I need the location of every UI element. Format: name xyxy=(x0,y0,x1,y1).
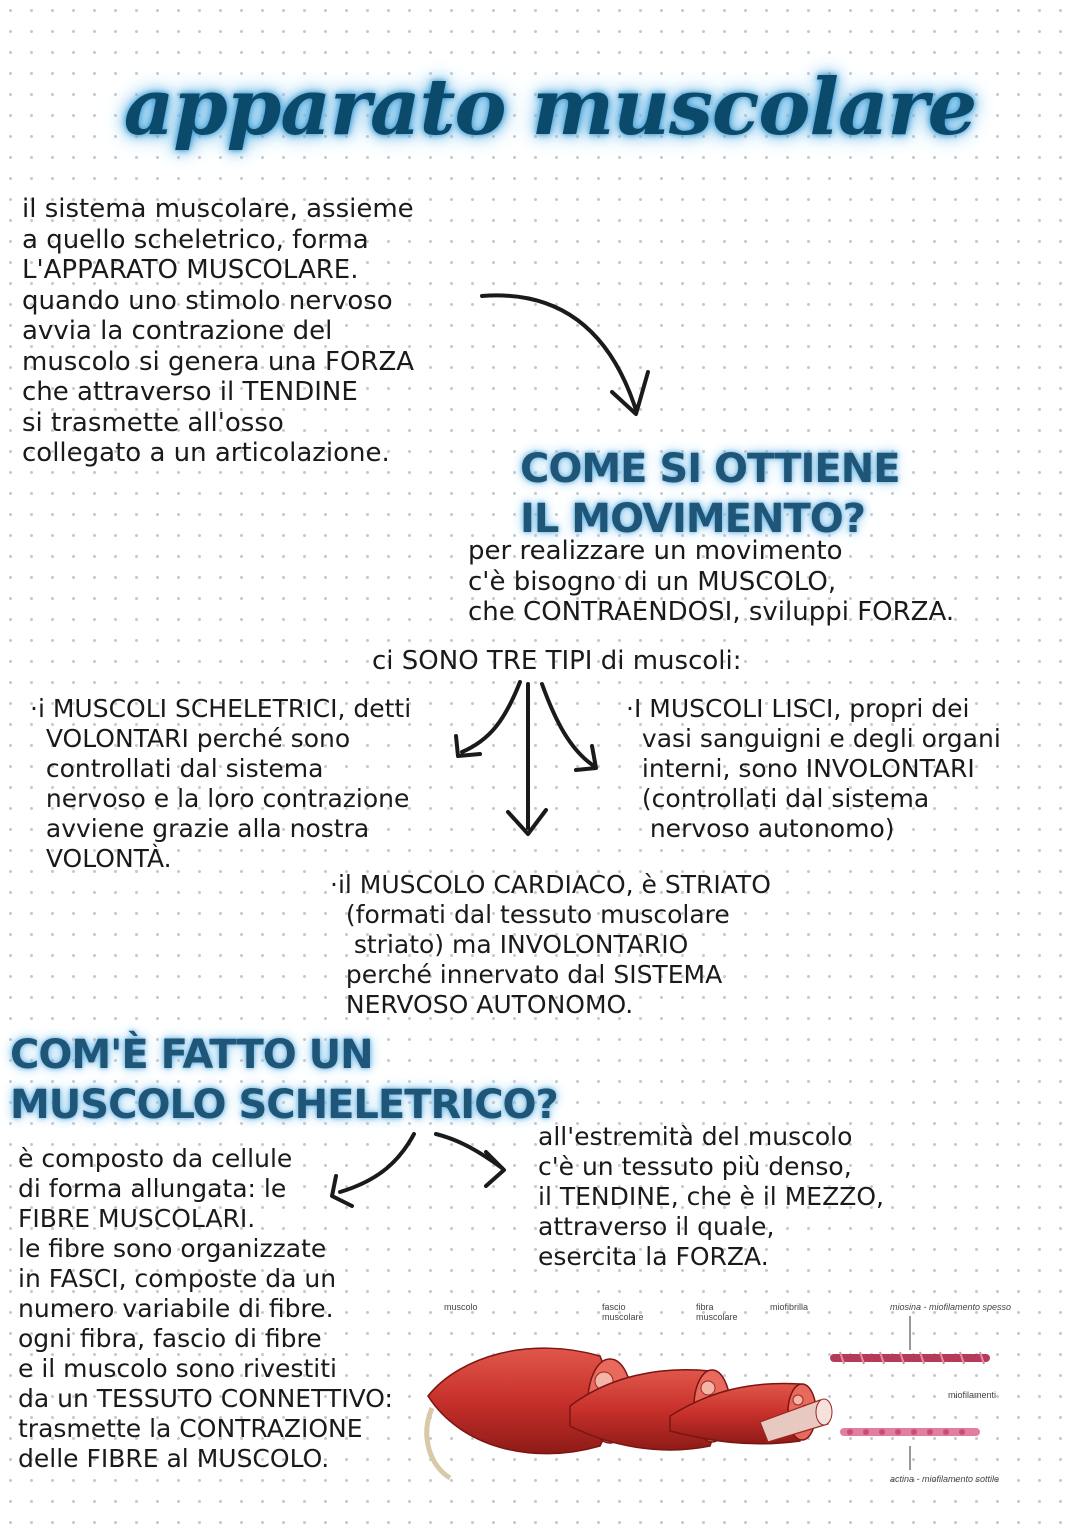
arrow-to-right-text xyxy=(436,1134,502,1168)
skeletal-muscle-text: ·i MUSCOLI SCHELETRICI, detti VOLONTARI perché sono controllati dal sistema nervoso e la loro contrazione avviene grazie alla nostra VOLONTÀ. xyxy=(30,694,412,873)
label-fascio: fascio muscolare xyxy=(602,1302,644,1322)
muscle-illustration xyxy=(420,1296,1040,1492)
movement-heading: COME SI OTTIENE IL MOVIMENTO? xyxy=(520,446,900,542)
smooth-muscle-text: ·I MUSCOLI LISCI, propri dei vasi sanguigni e degli organi interni, sono INVOLONTARI (controllati dal sistema nervoso autonomo) xyxy=(626,694,1001,843)
structure-heading: COM'È FATTO UN MUSCOLO SCHELETRICO? xyxy=(10,1032,558,1128)
label-fibra: fibra muscolare xyxy=(696,1302,738,1322)
muscle-structure-figure xyxy=(420,1296,1040,1492)
label-actina: actina - miofilamento sottile xyxy=(890,1474,1000,1484)
arrow-to-skeletal xyxy=(462,682,520,752)
intro-text: il sistema muscolare, assieme a quello scheletrico, forma L'APPARATO MUSCOLARE. quando uno stimolo nervoso avvia la contrazione del muscolo si genera una FORZA che attraverso il TENDINE si trasmette all'osso collegato a un articolazione. xyxy=(22,194,415,468)
myosin-filament xyxy=(830,1352,990,1364)
label-miosina: miosina - miofilamento spesso xyxy=(890,1302,1012,1312)
structure-left-text: è composto da cellule di forma allungata: le FIBRE MUSCOLARI. le fibre sono organizzate in FASCI, composte da un numero variabile di fibre. ogni fibra, fascio di fibre e il muscolo sono rivestiti da un TESSUTO CONNETTIVO: trasmette la CONTRAZIONE delle FIBRE al MUSCOLO. xyxy=(18,1144,393,1473)
label-muscolo: muscolo xyxy=(444,1302,478,1312)
arrow-right-head xyxy=(486,1152,504,1186)
cardiac-muscle-text: ·il MUSCOLO CARDIACO, è STRIATO (formati dal tessuto muscolare striato) ma INVOLONTARIO perché innervato dal SISTEMA NERVOSO AUTONOMO. xyxy=(330,870,771,1019)
label-miofilamenti: miofilamenti xyxy=(948,1390,997,1400)
page-title: apparato muscolare xyxy=(123,62,977,153)
types-intro: ci SONO TRE TIPI di muscoli: xyxy=(372,646,742,676)
movement-text: per realizzare un movimento c'è bisogno di un MUSCOLO, che CONTRAENDOSI, sviluppi FORZA. xyxy=(468,536,955,627)
arrow-to-smooth xyxy=(542,684,594,766)
arrow-to-left-text xyxy=(340,1134,414,1192)
actin-filament xyxy=(840,1428,980,1436)
label-miofibrilla: miofibrilla xyxy=(770,1302,809,1312)
structure-right-text: all'estremità del muscolo c'è un tessuto più denso, il TENDINE, che è il MEZZO, attraverso il quale, esercita la FORZA. xyxy=(538,1122,884,1271)
